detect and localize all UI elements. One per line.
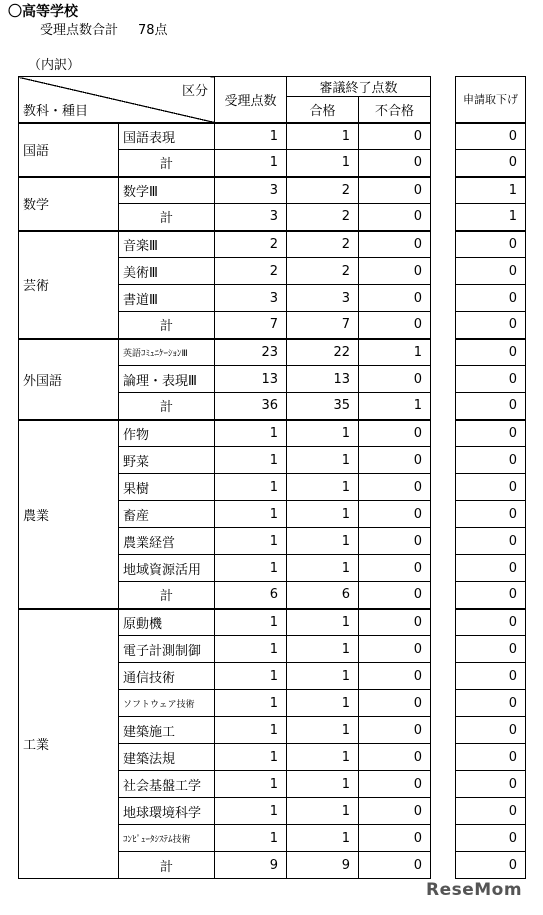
received-value: 1 <box>215 528 287 555</box>
col-pass-header: 合格 <box>287 97 359 123</box>
fail-value: 0 <box>359 582 431 609</box>
subject-item: 原動機 <box>119 609 215 636</box>
withdrawn-value: 0 <box>456 231 526 258</box>
withdrawn-value: 0 <box>456 123 526 150</box>
pass-value: 1 <box>287 690 359 717</box>
pass-value: 1 <box>287 798 359 825</box>
subtotal-label: 計 <box>119 312 215 339</box>
withdrawn-value: 0 <box>456 339 526 366</box>
fail-value: 1 <box>359 339 431 366</box>
subject-item: 書道Ⅲ <box>119 285 215 312</box>
withdrawn-value: 0 <box>456 582 526 609</box>
table-row <box>456 798 526 825</box>
school-title: 〇高等学校 <box>8 4 78 20</box>
pass-value: 1 <box>287 447 359 474</box>
fail-value: 0 <box>359 177 431 204</box>
fail-value: 0 <box>359 690 431 717</box>
col-withdrawn-header: 申請取下げ <box>456 77 526 123</box>
received-value: 23 <box>215 339 287 366</box>
subject-category: 芸術 <box>19 231 119 339</box>
table-row <box>19 420 431 447</box>
received-value: 1 <box>215 474 287 501</box>
pass-value: 2 <box>287 258 359 285</box>
table-row <box>456 258 526 285</box>
received-value: 3 <box>215 204 287 231</box>
fail-value: 0 <box>359 852 431 879</box>
subject-item: 英語ｺﾐｭﾆｹｰｼｮﾝⅢ <box>119 339 215 366</box>
withdrawn-value: 0 <box>456 366 526 393</box>
subject-item: 電子計測制御 <box>119 636 215 663</box>
subject-item: 建築施工 <box>119 717 215 744</box>
corner-right-label: 区分 <box>181 84 208 99</box>
received-value: 1 <box>215 663 287 690</box>
table-row <box>456 312 526 339</box>
withdrawn-value: 0 <box>456 555 526 582</box>
fail-value: 0 <box>359 366 431 393</box>
table-row <box>456 825 526 852</box>
withdrawn-value: 0 <box>456 474 526 501</box>
subject-item: 数学Ⅲ <box>119 177 215 204</box>
subtotal-label: 計 <box>119 393 215 420</box>
fail-value: 0 <box>359 771 431 798</box>
subject-item: 畜産 <box>119 501 215 528</box>
pass-value: 2 <box>287 231 359 258</box>
table-row <box>456 501 526 528</box>
fail-value: 0 <box>359 501 431 528</box>
subtitle <box>40 19 168 38</box>
subject-category: 工業 <box>19 609 119 879</box>
fail-value: 0 <box>359 474 431 501</box>
main-table-body <box>19 123 431 879</box>
fail-value: 0 <box>359 555 431 582</box>
table-row <box>456 366 526 393</box>
withdrawn-value: 0 <box>456 825 526 852</box>
table-row <box>19 609 431 636</box>
received-value: 1 <box>215 744 287 771</box>
subject-item: 農業経営 <box>119 528 215 555</box>
table-row <box>456 771 526 798</box>
received-value: 1 <box>215 150 287 177</box>
fail-value: 0 <box>359 825 431 852</box>
subject-item: 国語表現 <box>119 123 215 150</box>
pass-value: 6 <box>287 582 359 609</box>
received-value: 3 <box>215 177 287 204</box>
withdrawn-value: 1 <box>456 204 526 231</box>
fail-value: 0 <box>359 744 431 771</box>
received-value: 1 <box>215 447 287 474</box>
subject-item: ｺﾝﾋﾟｭｰﾀｼｽﾃﾑ技術 <box>119 825 215 852</box>
received-value: 1 <box>215 555 287 582</box>
table-row <box>456 177 526 204</box>
table-row <box>456 663 526 690</box>
withdrawn-value: 0 <box>456 501 526 528</box>
subject-item: 野菜 <box>119 447 215 474</box>
table-row <box>456 582 526 609</box>
received-value: 6 <box>215 582 287 609</box>
table-row <box>456 420 526 447</box>
fail-value: 0 <box>359 204 431 231</box>
withdrawn-value: 0 <box>456 771 526 798</box>
withdrawn-value: 0 <box>456 285 526 312</box>
pass-value: 1 <box>287 123 359 150</box>
withdrawn-table-body <box>456 123 526 879</box>
subtotal-label: 計 <box>119 582 215 609</box>
pass-value: 1 <box>287 609 359 636</box>
received-value: 1 <box>215 420 287 447</box>
withdrawn-value: 0 <box>456 663 526 690</box>
subtitle-label: 受理点数合計 <box>40 23 119 38</box>
received-value: 3 <box>215 285 287 312</box>
received-value: 1 <box>215 609 287 636</box>
subject-item: 音楽Ⅲ <box>119 231 215 258</box>
pass-value: 2 <box>287 204 359 231</box>
received-value: 1 <box>215 825 287 852</box>
withdrawn-value: 0 <box>456 690 526 717</box>
subject-item: 論理・表現Ⅲ <box>119 366 215 393</box>
table-row <box>456 717 526 744</box>
pass-value: 1 <box>287 744 359 771</box>
pass-value: 3 <box>287 285 359 312</box>
fail-value: 0 <box>359 663 431 690</box>
received-value: 1 <box>215 690 287 717</box>
withdrawn-value: 0 <box>456 717 526 744</box>
pass-value: 1 <box>287 663 359 690</box>
table-row <box>456 555 526 582</box>
pass-value: 2 <box>287 177 359 204</box>
withdrawn-value: 0 <box>456 798 526 825</box>
subject-item: 地域資源活用 <box>119 555 215 582</box>
table-row <box>456 150 526 177</box>
table-row <box>456 447 526 474</box>
fail-value: 0 <box>359 312 431 339</box>
table-row <box>456 636 526 663</box>
fail-value: 1 <box>359 393 431 420</box>
subject-category: 国語 <box>19 123 119 177</box>
withdrawn-value: 0 <box>456 312 526 339</box>
withdrawn-value: 0 <box>456 150 526 177</box>
pass-value: 1 <box>287 420 359 447</box>
table-row <box>456 744 526 771</box>
received-value: 1 <box>215 501 287 528</box>
withdrawn-table <box>455 76 526 879</box>
pass-value: 35 <box>287 393 359 420</box>
received-value: 1 <box>215 771 287 798</box>
table-row <box>456 690 526 717</box>
withdrawn-value: 0 <box>456 447 526 474</box>
fail-value: 0 <box>359 150 431 177</box>
corner-left-label: 教科・種目 <box>23 103 89 119</box>
table-row <box>19 123 431 150</box>
received-value: 1 <box>215 636 287 663</box>
received-value: 2 <box>215 258 287 285</box>
table-row <box>456 609 526 636</box>
resemom-logo: ReseMom <box>426 880 523 900</box>
pass-value: 1 <box>287 825 359 852</box>
withdrawn-value: 0 <box>456 609 526 636</box>
subject-item: 通信技術 <box>119 663 215 690</box>
withdrawn-value: 0 <box>456 744 526 771</box>
fail-value: 0 <box>359 123 431 150</box>
table-row <box>456 393 526 420</box>
breakdown-label: （内訳） <box>28 58 81 73</box>
subject-item: 美術Ⅲ <box>119 258 215 285</box>
pass-value: 7 <box>287 312 359 339</box>
withdrawn-value: 1 <box>456 177 526 204</box>
main-table <box>18 76 431 879</box>
subject-item: 作物 <box>119 420 215 447</box>
pass-value: 1 <box>287 528 359 555</box>
received-value: 2 <box>215 231 287 258</box>
pass-value: 1 <box>287 150 359 177</box>
table-row <box>456 528 526 555</box>
withdrawn-value: 0 <box>456 393 526 420</box>
withdrawn-value: 0 <box>456 258 526 285</box>
fail-value: 0 <box>359 798 431 825</box>
subject-item: 果樹 <box>119 474 215 501</box>
corner-header-cell <box>19 77 215 123</box>
pass-value: 9 <box>287 852 359 879</box>
fail-value: 0 <box>359 285 431 312</box>
fail-value: 0 <box>359 447 431 474</box>
col-fail-header: 不合格 <box>359 97 431 123</box>
pass-value: 1 <box>287 555 359 582</box>
received-value: 7 <box>215 312 287 339</box>
table-row <box>19 177 431 204</box>
table-row <box>456 204 526 231</box>
table-row <box>456 123 526 150</box>
subject-category: 外国語 <box>19 339 119 420</box>
received-value: 9 <box>215 852 287 879</box>
withdrawn-value: 0 <box>456 852 526 879</box>
table-row <box>456 852 526 879</box>
table-row <box>456 474 526 501</box>
withdrawn-value: 0 <box>456 420 526 447</box>
subtotal-label: 計 <box>119 852 215 879</box>
table-row <box>456 285 526 312</box>
col-received-header: 受理点数 <box>215 77 287 123</box>
received-value: 13 <box>215 366 287 393</box>
fail-value: 0 <box>359 609 431 636</box>
received-value: 36 <box>215 393 287 420</box>
table-row <box>19 231 431 258</box>
fail-value: 0 <box>359 231 431 258</box>
received-value: 1 <box>215 798 287 825</box>
subtotal-label: 計 <box>119 204 215 231</box>
subject-item: ソフトウェア技術 <box>119 690 215 717</box>
subject-item: 地球環境科学 <box>119 798 215 825</box>
pass-value: 22 <box>287 339 359 366</box>
total-points: 78点 <box>138 23 168 38</box>
table-row <box>19 339 431 366</box>
subject-category: 農業 <box>19 420 119 609</box>
subject-category: 数学 <box>19 177 119 231</box>
pass-value: 1 <box>287 636 359 663</box>
received-value: 1 <box>215 717 287 744</box>
pass-value: 1 <box>287 474 359 501</box>
fail-value: 0 <box>359 636 431 663</box>
withdrawn-value: 0 <box>456 636 526 663</box>
fail-value: 0 <box>359 717 431 744</box>
pass-value: 13 <box>287 366 359 393</box>
table-row <box>456 339 526 366</box>
fail-value: 0 <box>359 258 431 285</box>
col-reviewed-header: 審議終了点数 <box>287 77 431 97</box>
subject-item: 建築法規 <box>119 744 215 771</box>
withdrawn-value: 0 <box>456 528 526 555</box>
pass-value: 1 <box>287 771 359 798</box>
received-value: 1 <box>215 123 287 150</box>
subject-item: 社会基盤工学 <box>119 771 215 798</box>
fail-value: 0 <box>359 528 431 555</box>
pass-value: 1 <box>287 501 359 528</box>
table-row <box>456 231 526 258</box>
fail-value: 0 <box>359 420 431 447</box>
pass-value: 1 <box>287 717 359 744</box>
subtotal-label: 計 <box>119 150 215 177</box>
